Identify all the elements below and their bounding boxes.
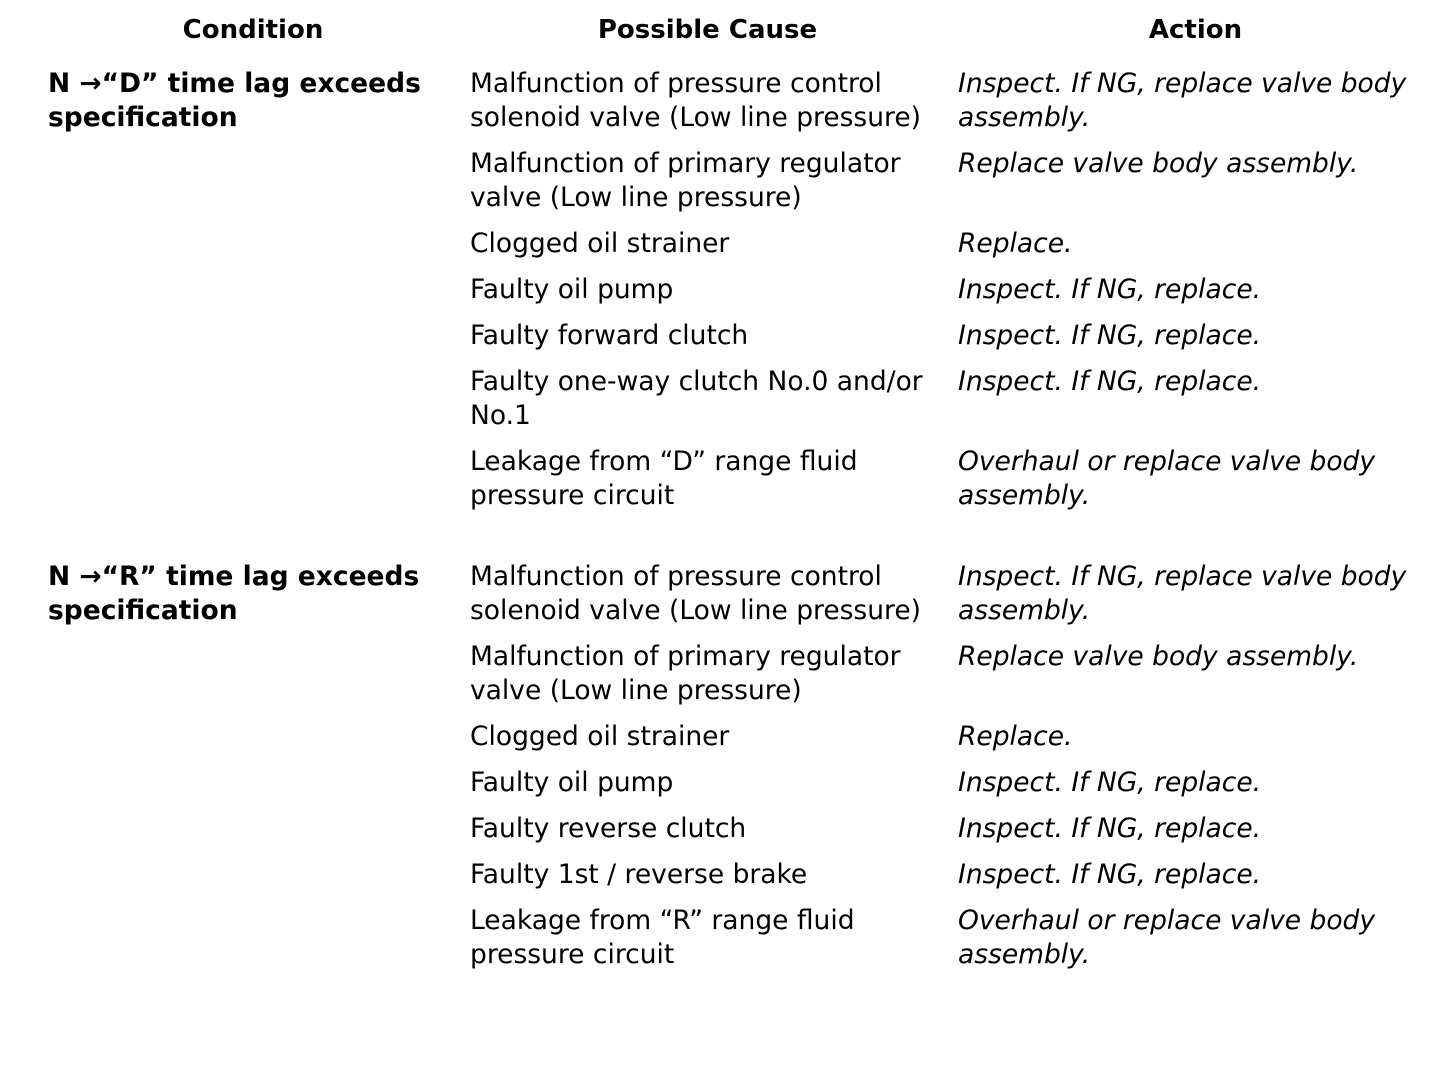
action-cell: Inspect. If NG, replace. <box>958 767 1262 798</box>
action-cell: Overhaul or replace valve body assembly. <box>958 446 1376 511</box>
action-cell: Inspect. If NG, replace. <box>958 366 1262 397</box>
condition-text: N →“D” time lag exceeds specification <box>48 68 421 133</box>
action-cell: Inspect. If NG, replace. <box>958 859 1262 890</box>
table-row <box>0 560 1456 628</box>
table-row <box>0 273 1456 307</box>
action-cell: Replace. <box>958 721 1073 752</box>
possible-cause-header: Possible Cause <box>597 15 818 45</box>
table-row <box>0 766 1456 800</box>
cause-cell: Clogged oil strainer <box>470 721 730 752</box>
table-row <box>0 812 1456 846</box>
cause-cell: Faulty oil pump <box>470 274 674 305</box>
condition-header: Condition <box>182 15 324 45</box>
table-row <box>0 720 1456 754</box>
cause-cell: Faulty one-way clutch No.0 and/or No.1 <box>470 366 923 431</box>
action-cell: Inspect. If NG, replace. <box>958 320 1262 351</box>
action-cell: Inspect. If NG, replace valve body assembly. <box>958 68 1407 133</box>
action-cell: Replace valve body assembly. <box>958 148 1359 179</box>
table-row <box>0 640 1456 708</box>
action-cell: Inspect. If NG, replace. <box>958 274 1262 305</box>
table-row <box>0 319 1456 353</box>
action-header: Action <box>1148 15 1243 45</box>
action-cell: Overhaul or replace valve body assembly. <box>958 905 1376 970</box>
condition-group-n-to-d <box>0 67 1456 525</box>
table-row <box>0 147 1456 215</box>
cause-cell: Faulty 1st / reverse brake <box>470 859 808 890</box>
table-header <box>0 12 1456 48</box>
table-row <box>0 365 1456 433</box>
table-row <box>0 445 1456 513</box>
cause-cell: Leakage from “D” range fluid pressure circuit <box>470 446 858 511</box>
cause-cell: Faulty oil pump <box>470 767 674 798</box>
cause-cell: Malfunction of primary regulator valve (Low line pressure) <box>470 148 901 213</box>
cause-cell: Malfunction of pressure control solenoid valve (Low line pressure) <box>470 561 921 626</box>
table-row <box>0 904 1456 972</box>
cause-cell: Clogged oil strainer <box>470 228 730 259</box>
cause-cell: Malfunction of primary regulator valve (Low line pressure) <box>470 641 901 706</box>
action-cell: Replace. <box>958 228 1073 259</box>
cause-cell: Faulty reverse clutch <box>470 813 747 844</box>
action-cell: Inspect. If NG, replace valve body assembly. <box>958 561 1407 626</box>
table-row <box>0 67 1456 135</box>
table-row <box>0 858 1456 892</box>
condition-group-n-to-r <box>0 560 1456 984</box>
cause-cell: Leakage from “R” range fluid pressure circuit <box>470 905 855 970</box>
action-cell: Inspect. If NG, replace. <box>958 813 1262 844</box>
condition-text: N →“R” time lag exceeds specification <box>48 561 420 626</box>
action-cell: Replace valve body assembly. <box>958 641 1359 672</box>
cause-cell: Faulty forward clutch <box>470 320 749 351</box>
table-row <box>0 227 1456 261</box>
cause-cell: Malfunction of pressure control solenoid valve (Low line pressure) <box>470 68 921 133</box>
